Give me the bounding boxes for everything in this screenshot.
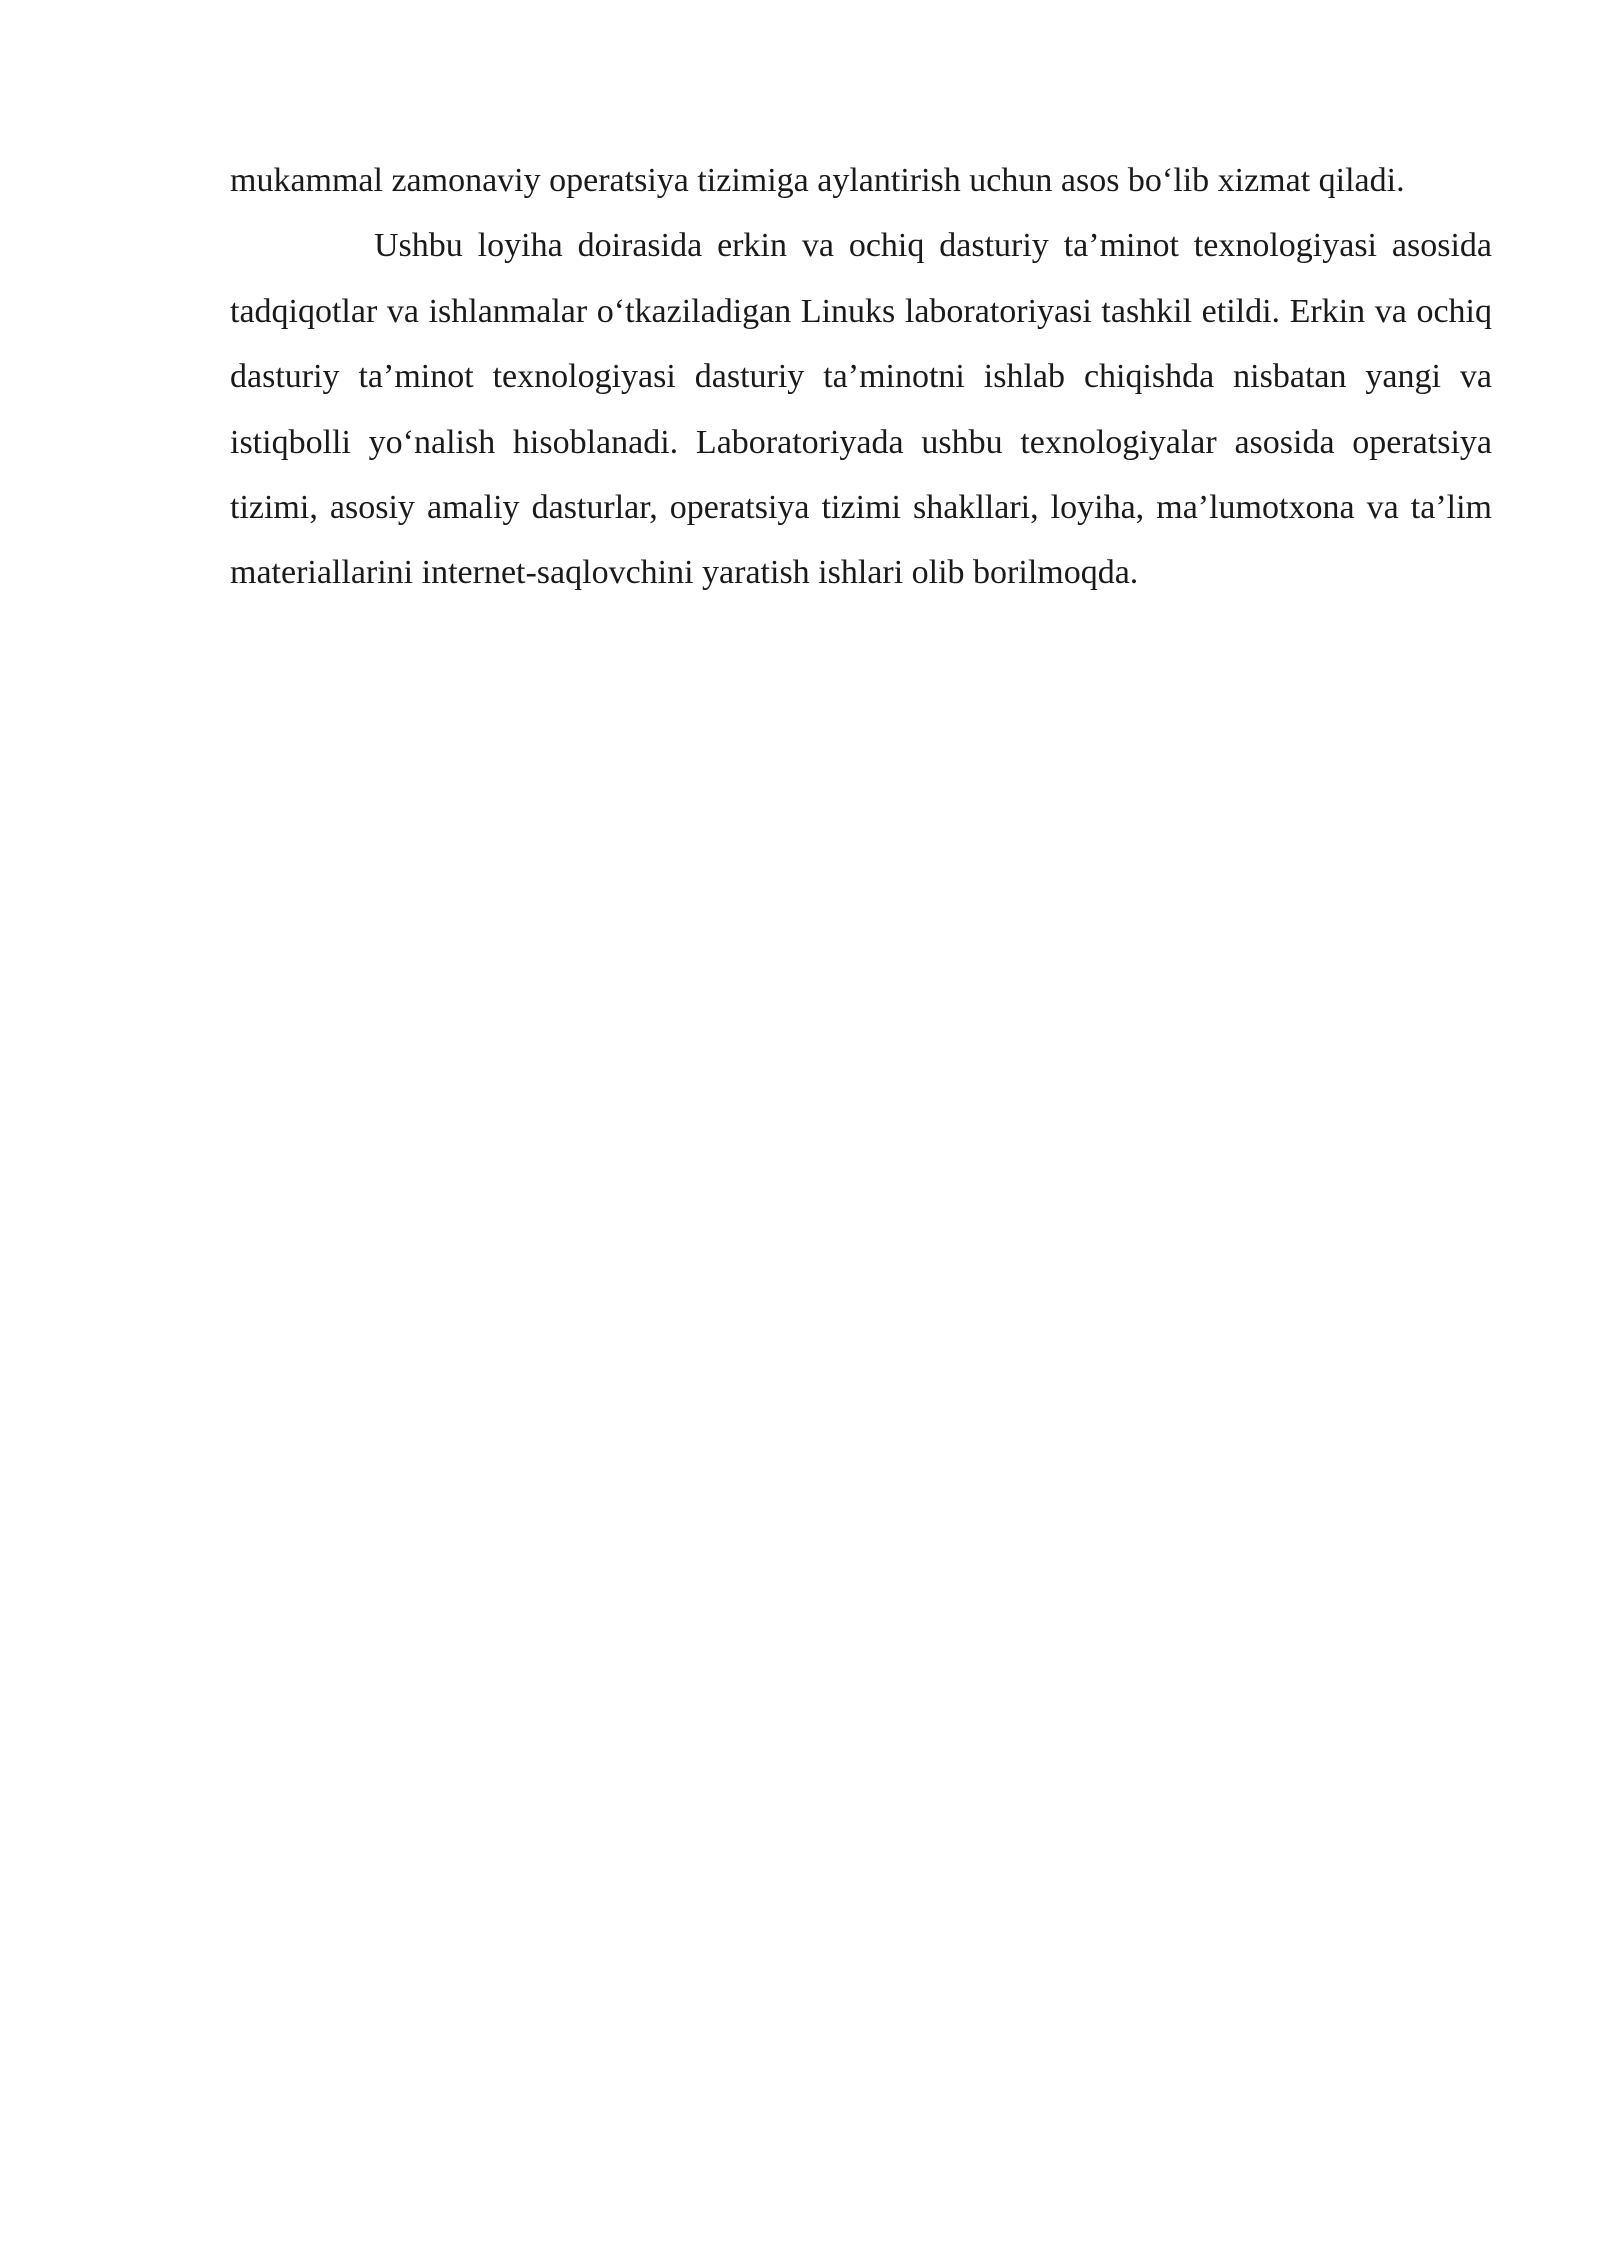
document-body — [230, 148, 1492, 606]
paragraph-linux-laboratory: Ushbu loyiha doirasida erkin va ochiq dasturiy ta’minot texnologiyasi asosida tadqiqotlar va ishlanmalar o‘tkaziladigan Linuks laboratoriyasi tashkil etildi. Erkin va ochiq dasturiy ta’minot texnologiyasi dasturiy ta’minotni ishlab chiqishda nisbatan yangi va istiqbolli yo‘nalish hisoblanadi. Laboratoriyada ushbu texnologiyalar asosida operatsiya tizimi, asosiy amaliy dasturlar, operatsiya tizimi shakllari, loyiha, ma’lumotxona va ta’lim materiallarini internet-saqlovchini yaratish ishlari olib borilmoqda. — [230, 227, 1492, 592]
paragraph-continuation: mukammal zamonaviy operatsiya tizimiga aylantirish uchun asos bo‘lib xizmat qiladi. — [230, 162, 1405, 199]
